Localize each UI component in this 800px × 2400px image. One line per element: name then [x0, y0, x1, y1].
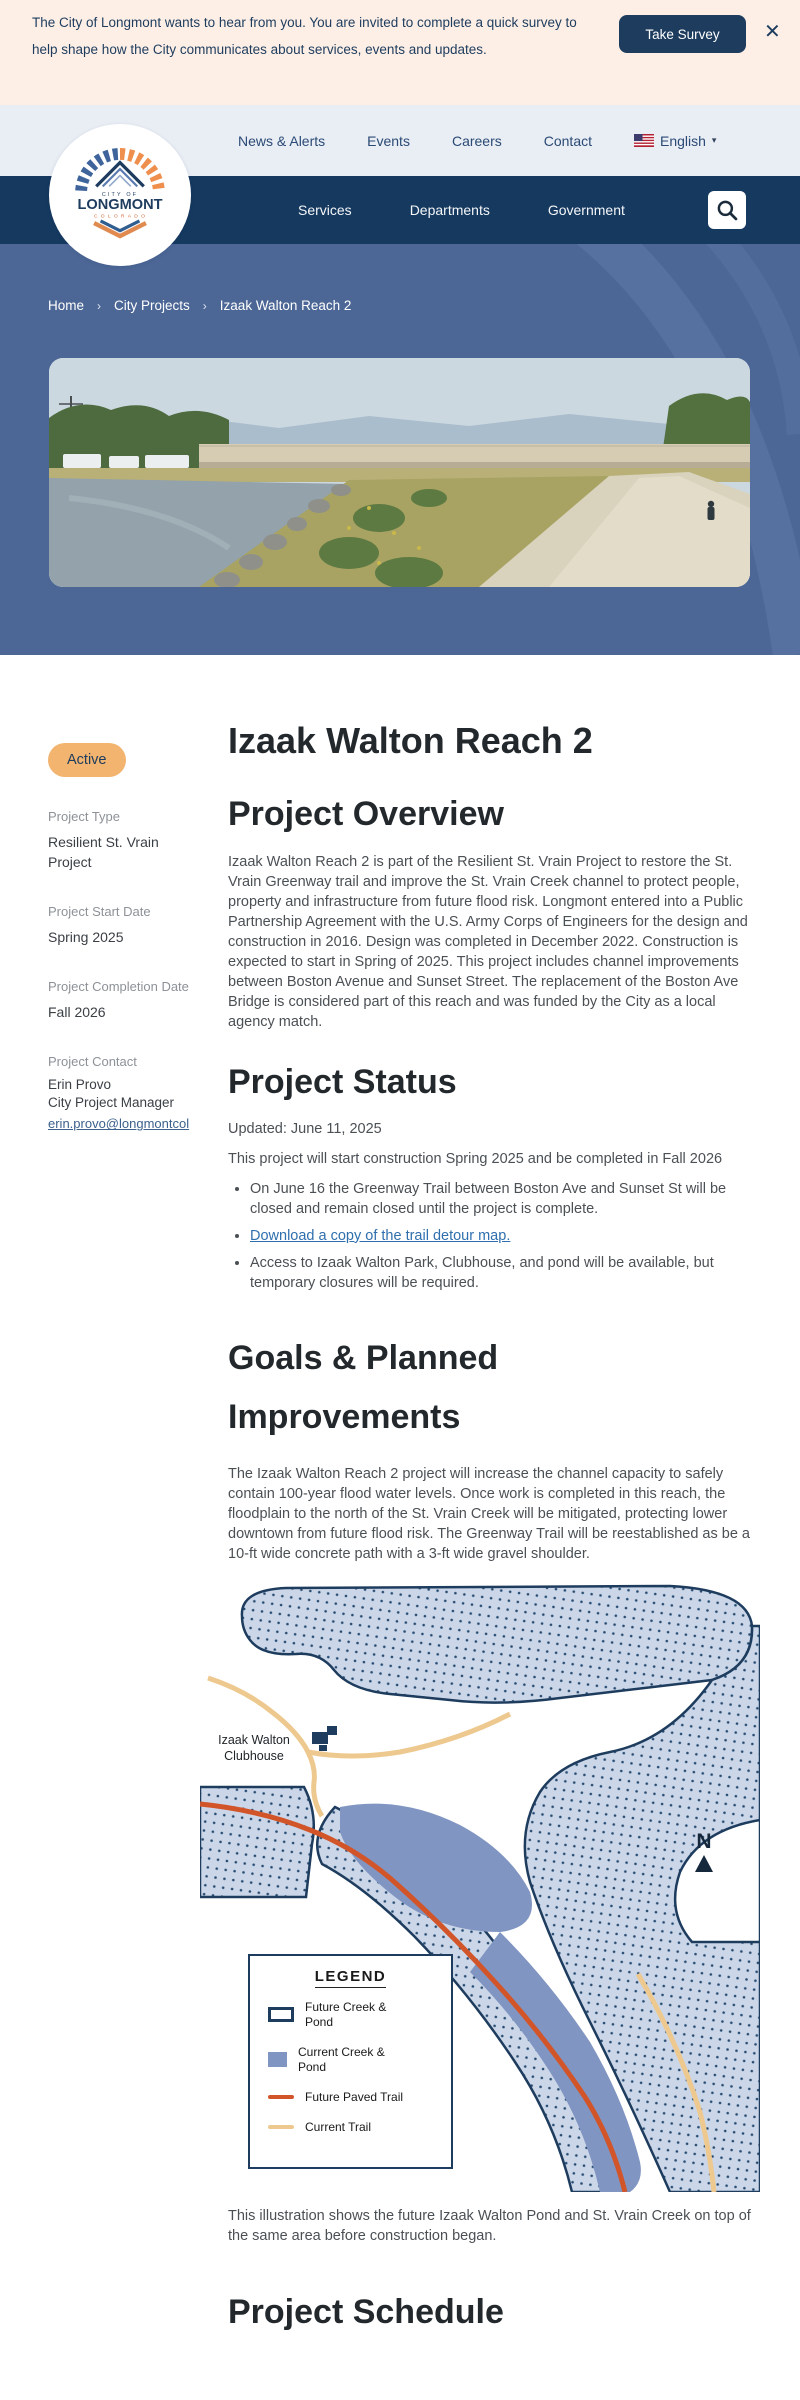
field-project-contact — [48, 1053, 200, 1132]
longmont-logo-emblem — [66, 141, 174, 249]
svg-text:LONGMONT: LONGMONT — [77, 197, 163, 214]
contact-email-link[interactable]: erin.provo@longmontcol — [48, 1116, 190, 1132]
legend-item: Current Creek & Pond — [268, 2045, 451, 2075]
chevron-right-icon: › — [97, 298, 102, 313]
status-intro: This project will start construction Spring 2025 and be completed in Fall 2026 — [228, 1150, 723, 1167]
contact-name: Erin Provo — [48, 1077, 112, 1093]
current-trail-swatch — [268, 2125, 294, 2129]
schedule-heading: Project Schedule — [228, 2292, 504, 2331]
page-title: Izaak Walton Reach 2 — [228, 720, 593, 761]
nav-services[interactable]: Services — [298, 202, 352, 218]
project-map — [200, 1582, 760, 2192]
future-creek-pond-swatch — [268, 2007, 294, 2022]
field-value: Spring 2025 — [48, 928, 124, 945]
nav-careers[interactable]: Careers — [451, 132, 502, 149]
close-icon[interactable]: ✕ — [764, 21, 781, 43]
status-heading: Project Status — [228, 1063, 457, 1102]
field-label: Project Type — [48, 809, 121, 824]
status-badge: Active — [48, 743, 126, 777]
field-label: Project Contact — [48, 1053, 137, 1069]
take-survey-button[interactable]: Take Survey — [619, 15, 746, 53]
legend-item: Future Creek & Pond — [268, 2000, 451, 2030]
clubhouse-label: Izaak Walton Clubhouse — [218, 1732, 290, 1763]
legend-item: Current Trail — [268, 2120, 451, 2135]
nav-events[interactable]: Events — [367, 132, 410, 149]
goals-text: The Izaak Walton Reach 2 project will increase the channel capacity to safely contain 100-year flood water levels. Once work is completed in this reach, the floodplain to the north of the St. Vrain Creek will be mitigated, protecting lower downtown from future flood risk. The Greenway Trail will be reestablished as be a 10-ft wide concrete path with a 3-ft wide gravel shoulder. — [228, 1465, 750, 1562]
map-caption: This illustration shows the future Izaak Walton Pond and St. Vrain Creek on top of the same area before construction began. — [228, 2207, 751, 2244]
svg-text:CITY OF: CITY OF — [101, 192, 139, 199]
status-bullet: • On June 16 the Greenway Trail between Boston Ave and Sunset St will be closed and remain closed until the project is complete. — [250, 1179, 760, 1219]
field-label: Project Start Date — [48, 904, 151, 920]
primary-nav — [298, 176, 625, 244]
north-compass — [692, 1829, 716, 1872]
detour-map-link[interactable]: Download a copy of the trail detour map. — [250, 1227, 511, 1244]
main-column — [218, 655, 760, 2334]
nav-news-alerts[interactable]: News & Alerts — [238, 132, 326, 149]
search-button[interactable] — [708, 191, 746, 229]
language-label: English — [660, 132, 706, 149]
page-content — [0, 655, 800, 2334]
svg-text:COLORADO: COLORADO — [93, 214, 149, 220]
nav-contact[interactable]: Contact — [543, 132, 592, 149]
clubhouse-buildings — [312, 1726, 337, 1751]
overview-text: Izaak Walton Reach 2 is part of the Resilient St. Vrain Project to restore the St. Vrain Greenway trail and improve the St. Vrain Creek channel to protect people, property and infrastructure from future flood risk. Longmont entered into a Public Partnership Agreement with the U.S. Army Corps of Engineers for the design and construction in 2016. Design was completed in December 2022. Construction is expected to start in Spring of 2025. This project includes channel improvements between Boston Avenue and Sunset Street. The replacement of the Boston Ave Bridge is considered part of this reach and was funded by the City as a local agency match. — [228, 854, 748, 1031]
status-bullet: • Access to Izaak Walton Park, Clubhouse, and pond will be available, but temporary closures will be required. — [250, 1253, 760, 1293]
current-creek-pond-swatch — [268, 2052, 287, 2067]
field-project-type — [48, 808, 200, 872]
field-value: Fall 2026 — [48, 1003, 106, 1020]
map-legend — [248, 1954, 453, 2169]
hero-band — [0, 244, 800, 655]
legend-item: Future Paved Trail — [268, 2090, 451, 2105]
status-bullet — [250, 1226, 760, 1246]
chevron-down-icon: ▾ — [711, 135, 717, 145]
field-completion-date — [48, 978, 200, 1022]
compass-n-label: N — [696, 1829, 712, 1853]
compass-arrow-icon — [695, 1855, 713, 1872]
utility-nav — [238, 105, 716, 176]
chevron-right-icon: › — [202, 298, 207, 313]
nav-government[interactable]: Government — [547, 202, 625, 218]
search-icon — [714, 197, 740, 223]
overview-heading: Project Overview — [228, 795, 504, 834]
field-label: Project Completion Date — [48, 978, 189, 994]
language-selector[interactable] — [634, 133, 716, 149]
nav-departments[interactable]: Departments — [409, 202, 490, 218]
contact-title: City Project Manager — [48, 1095, 175, 1111]
survey-banner — [0, 0, 800, 105]
longmont-logo[interactable] — [49, 124, 191, 266]
goals-heading: Goals & Planned Improvements — [228, 1338, 499, 1437]
field-value: Resilient St. Vrain Project — [48, 833, 159, 870]
breadcrumb-home[interactable]: Home — [48, 298, 85, 313]
hero-photo — [49, 358, 750, 587]
legend-title: LEGEND — [250, 1968, 451, 1985]
us-flag-icon — [634, 134, 654, 147]
future-paved-trail-swatch — [268, 2095, 294, 2099]
updated-date: Updated: June 11, 2025 — [228, 1120, 382, 1137]
status-bullet-list — [234, 1179, 760, 1293]
survey-message: The City of Longmont wants to hear from you. You are invited to complete a quick survey to help shape how the City communicates about services, events and updates. — [32, 15, 577, 57]
project-sidebar — [48, 655, 200, 2334]
breadcrumb-city-projects[interactable]: City Projects — [114, 298, 190, 313]
breadcrumb — [48, 298, 351, 313]
breadcrumb-current-page[interactable]: Izaak Walton Reach 2 — [219, 298, 352, 313]
creek-trail-photo — [49, 358, 750, 587]
field-start-date — [48, 903, 200, 947]
